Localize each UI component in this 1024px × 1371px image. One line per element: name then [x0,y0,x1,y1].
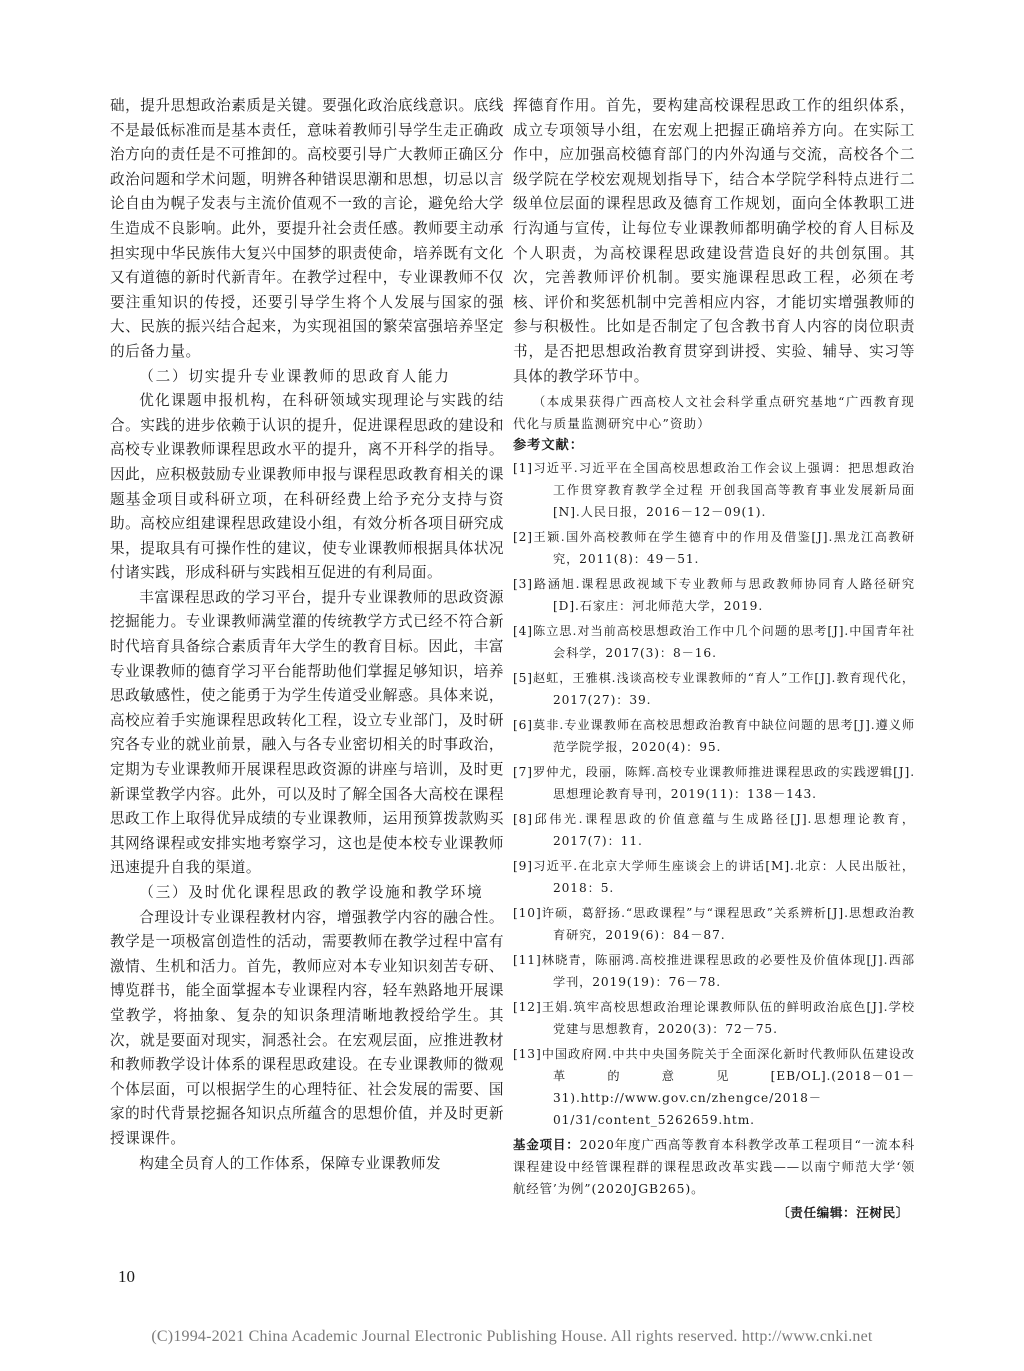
paragraph: 合理设计专业课程教材内容，增强教学内容的融合性。教学是一项极富创造性的活动，需要教师在教学过程中富有激情、生机和活力。首先，教师应对本专业知识刻苦专研、博览群书，能全面掌握本专业课程内容，轻车熟路地开展课堂教学，将抽象、复杂的知识条理清晰地教授给学生。其次，就是要面对现实，洞悉社会。在宏观层面，应推进教材和教师教学设计体系的课程思政建设。在专业课教师的微观个体层面，可以根据学生的心理特征、社会发展的需要、国家的时代背景挖掘各知识点所蕴含的思想价值，并及时更新授课课件。 [110,908,504,1147]
responsible-editor: 〔责任编辑：汪树民〕 [777,1205,909,1221]
section-heading: （二）切实提升专业课教师的思政育人能力 [139,367,451,385]
reference-item: [2]王颖.国外高校教师在学生德育中的作用及借鉴[J].黑龙江高教研究，2011(8)：49－51. [513,530,915,567]
reference-list [513,457,915,1131]
paragraph: 础，提升思想政治素质是关键。要强化政治底线意识。底线不是最低标准而是基本责任，意味着教师引导学生走正确政治方向的责任是不可推卸的。高校要引导广大教师正确区分政治问题和学术问题，明辨各种错误思潮和思想，切忌以言论自由为幌子发表与主流价值观不一致的言论，避免给大学生造成不良影响。此外，要提升社会责任感。教师要主动承担实现中华民族伟大复兴中国梦的职责使命，培养既有文化又有道德的新时代新青年。在教学过程中，专业课教师不仅要注重知识的传授，还要引导学生将个人发展与国家的强大、民族的振兴结合起来，为实现祖国的繁荣富强培养坚定的后备力量。 [110,97,504,360]
paragraph: 挥德育作用。首先，要构建高校课程思政工作的组织体系，成立专项领导小组，在宏观上把握正确培养方向。在实际工作中，应加强高校德育部门的内外沟通与交流，高校各个二级学院在学校宏观规划指导下，结合本学院学科特点进行二级单位层面的课程思政及德育工作规划，面向全体教职工进行沟通与宣传，让每位专业课教师都明确学校的育人目标及个人职责，为高校课程思政建设营造良好的共创氛围。其次，完善教师评价机制。要实施课程思政工程，必须在考核、评价和奖惩机制中完善相应内容，才能切实增强教师的参与积极性。比如是否制定了包含教书育人内容的岗位职责书，是否把思想政治教育贯穿到讲授、实验、辅导、实习等具体的教学环节中。 [513,97,915,385]
paragraph: 丰富课程思政的学习平台，提升专业课教师的思政资源挖掘能力。专业课教师满堂灌的传统教学方式已经不符合新时代培育具备综合素质青年大学生的教育目标。因此，丰富专业课教师的德育学习平台能帮助他们掌握足够知识，培养思政敏感性，使之能勇于为学生传道受业解惑。具体来说，高校应着手实施课程思政转化工程，设立专业部门，及时研究各专业的就业前景，融入与各专业密切相关的时事政治，定期为专业课教师开展课程思政资源的讲座与培训，及时更新课堂教学内容。此外，可以及时了解全国各大高校在课程思政工作上取得优异成绩的专业课教师，运用预算拨款购买其网络课程或安排实地考察学习，这也是使本校专业课教师迅速提升自我的渠道。 [110,588,504,877]
left-column [110,94,504,1176]
reference-item: [9]习近平.在北京大学师生座谈会上的讲话[M].北京：人民出版社，2018：5. [513,859,915,896]
grant-info [513,1134,915,1200]
reference-item: [5]赵虹，王雅棋.浅谈高校专业课教师的“育人”工作[J].教育现代化，2017(27)：39. [513,671,915,708]
section-heading: （三）及时优化课程思政的教学设施和教学环境 [139,884,484,901]
reference-item: [6]莫非.专业课教师在高校思想政治教育中缺位问题的思考[J].遵义师范学院学报，2020(4)：95. [513,718,915,755]
reference-item: [13]中国政府网.中共中央国务院关于全面深化新时代教师队伍建设改革的意见[EB/OL].(2018－01－31).http://www.gov.cn/zhengce/2018－01/31/content_5262659.htm. [513,1047,915,1128]
paragraph: 优化课题申报机构，在科研领域实现理论与实践的结合。实践的进步依赖于认识的提升，促进课程思政的建设和高校专业课教师课程思政水平的提升，离不开科学的指导。因此，应积极鼓励专业课教师申报与课程思政教育相关的课题基金项目或科研立项，在科研经费上给予充分支持与资助。高校应组建课程思政建设小组，有效分析各项目研究成果，提取具有可操作性的建议，使专业课教师根据具体状况付诸实践，形成科研与实践相互促进的有利局面。 [110,392,504,582]
paragraph: 构建全员育人的工作体系，保障专业课教师发 [139,1154,442,1172]
reference-item: [10]许硕，葛舒扬.“思政课程”与“课程思政”关系辨析[J].思想政治教育研究，2019(6)：84－87. [513,906,915,943]
page-number: 10 [118,1267,135,1286]
grant-text: 2020年度广西高等教育本科教学改革工程项目“一流本科课程建设中经管课程群的课程思政改革实践——以南宁师范大学‘领航经管’为例”(2020JGB265)。 [513,1137,915,1197]
references-title: 参考文献： [513,438,584,454]
reference-item: [4]陈立思.对当前高校思想政治工作中几个问题的思考[J].中国青年社会科学，2017(3)：8－16. [513,624,915,661]
grant-label: 基金项目： [513,1137,580,1153]
right-column [513,94,915,1224]
copyright-footer: (C)1994-2021 China Academic Journal Electronic Publishing House. All rights reserved. http://www.cnki.net [151,1328,873,1345]
reference-item: [1]习近平.习近平在全国高校思想政治工作会议上强调：把思想政治工作贯穿教育教学全过程 开创我国高等教育事业发展新局面[N].人民日报，2016－12－09(1). [513,461,915,520]
reference-item: [12]王娟.筑牢高校思想政治理论课教师队伍的鲜明政治底色[J].学校党建与思想教育，2020(3)：72－75. [513,1000,915,1037]
reference-item: [11]林晓青，陈丽鸿.高校推进课程思政的必要性及价值体现[J].西部学刊，2019(19)：76－78. [513,953,915,990]
funding-acknowledgement: （本成果获得广西高校人文社会科学重点研究基地“广西教育现代化与质量监测研究中心”资助） [513,394,915,432]
reference-item: [3]路涵旭.课程思政视域下专业教师与思政教师协同育人路径研究[D].石家庄：河北师范大学，2019. [513,577,915,614]
reference-item: [7]罗仲尤，段丽，陈辉.高校专业课教师推进课程思政的实践逻辑[J].思想理论教育导刊，2019(11)：138－143. [513,765,915,802]
reference-item: [8]邱伟光.课程思政的价值意蕴与生成路径[J].思想理论教育，2017(7)：11. [513,812,915,849]
